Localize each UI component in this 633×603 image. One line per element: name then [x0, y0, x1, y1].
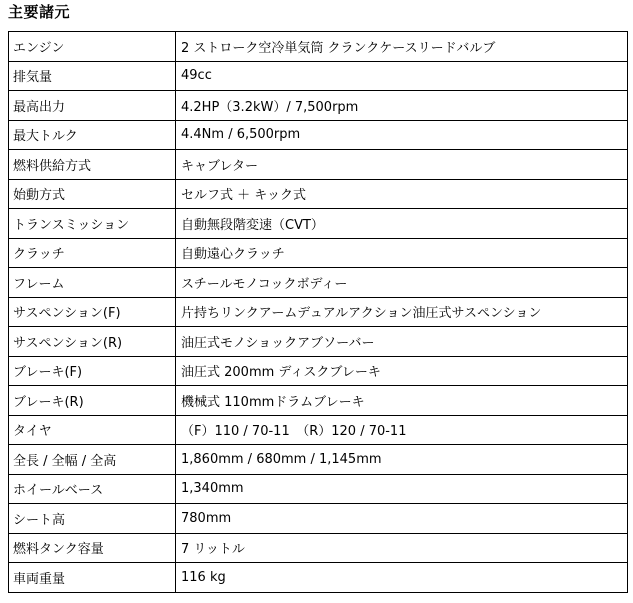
spec-label: 最高出力 — [9, 91, 176, 121]
spec-value: 49cc — [176, 61, 628, 91]
spec-value: 片持ちリンクアームデュアルアクション油圧式サスペンション — [176, 297, 628, 327]
spec-value: 自動遠心クラッチ — [176, 238, 628, 268]
spec-value: 4.2HP（3.2kW）/ 7,500rpm — [176, 91, 628, 121]
spec-row — [9, 386, 628, 416]
spec-row — [9, 268, 628, 298]
spec-row — [9, 327, 628, 357]
spec-value: 116 kg — [176, 563, 628, 593]
spec-label: クラッチ — [9, 238, 176, 268]
spec-value: キャブレター — [176, 150, 628, 180]
spec-row — [9, 238, 628, 268]
spec-label: ブレーキ(R) — [9, 386, 176, 416]
spec-value: 油圧式 200mm ディスクブレーキ — [176, 356, 628, 386]
spec-value: 780mm — [176, 504, 628, 534]
spec-row — [9, 563, 628, 593]
spec-row — [9, 415, 628, 445]
spec-value: 7 リットル — [176, 533, 628, 563]
spec-value: 2 ストローク空冷単気筒 クランクケースリードバルブ — [176, 32, 628, 62]
spec-label: 車両重量 — [9, 563, 176, 593]
spec-row — [9, 297, 628, 327]
spec-label: シート高 — [9, 504, 176, 534]
spec-label: 排気量 — [9, 61, 176, 91]
spec-title: 主要諸元 — [8, 3, 71, 21]
spec-label: 最大トルク — [9, 120, 176, 150]
spec-row — [9, 150, 628, 180]
spec-label: サスペンション(F) — [9, 297, 176, 327]
spec-row — [9, 356, 628, 386]
spec-row — [9, 533, 628, 563]
spec-value: スチールモノコックボディー — [176, 268, 628, 298]
spec-row — [9, 179, 628, 209]
spec-label: サスペンション(R) — [9, 327, 176, 357]
spec-value: セルフ式 ＋ キック式 — [176, 179, 628, 209]
spec-value: 自動無段階変速（CVT） — [176, 209, 628, 239]
spec-label: フレーム — [9, 268, 176, 298]
spec-value: 機械式 110mmドラムブレーキ — [176, 386, 628, 416]
spec-value: 4.4Nm / 6,500rpm — [176, 120, 628, 150]
spec-row — [9, 445, 628, 475]
spec-row — [9, 120, 628, 150]
spec-label: ブレーキ(F) — [9, 356, 176, 386]
spec-label: 始動方式 — [9, 179, 176, 209]
spec-label: エンジン — [9, 32, 176, 62]
spec-value: 1,860mm / 680mm / 1,145mm — [176, 445, 628, 475]
spec-row — [9, 61, 628, 91]
spec-value: （F）110 / 70-11 （R）120 / 70-11 — [176, 415, 628, 445]
spec-row — [9, 32, 628, 62]
spec-label: 燃料供給方式 — [9, 150, 176, 180]
spec-table-body — [9, 32, 628, 593]
spec-row — [9, 209, 628, 239]
spec-row — [9, 504, 628, 534]
spec-label: ホイールベース — [9, 474, 176, 504]
spec-value: 1,340mm — [176, 474, 628, 504]
spec-label: タイヤ — [9, 415, 176, 445]
spec-table — [8, 31, 628, 593]
spec-row — [9, 474, 628, 504]
spec-value: 油圧式モノショックアブソーバー — [176, 327, 628, 357]
spec-label: 全長 / 全幅 / 全高 — [9, 445, 176, 475]
spec-row — [9, 91, 628, 121]
spec-label: 燃料タンク容量 — [9, 533, 176, 563]
spec-label: トランスミッション — [9, 209, 176, 239]
